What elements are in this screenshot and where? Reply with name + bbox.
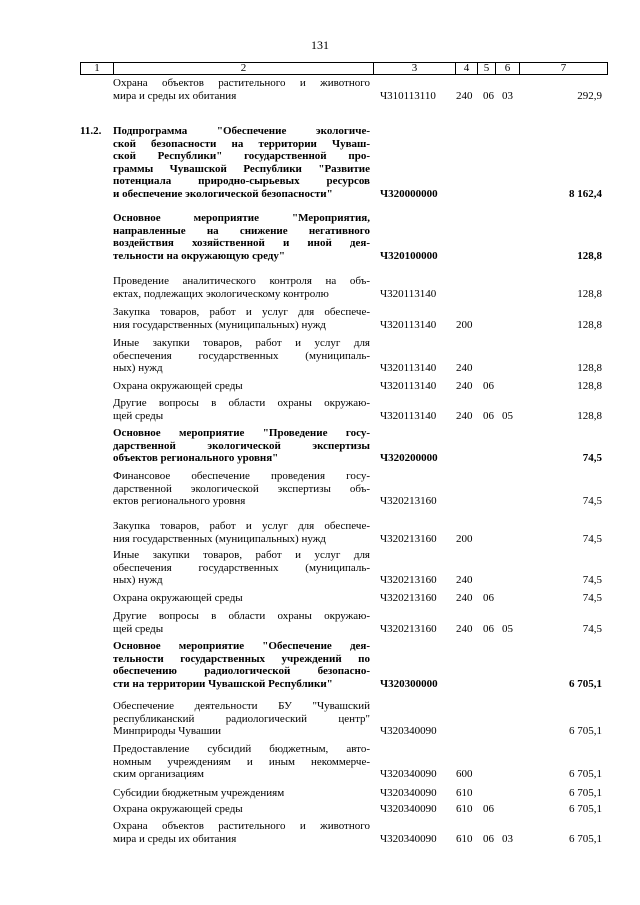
row-description <box>113 640 370 690</box>
row-description <box>113 470 370 508</box>
description-line: Охрана окружающей среды <box>113 380 243 392</box>
description-line: ектов регионального уровня <box>113 495 246 507</box>
description-line: мира и среды их обитания <box>113 832 237 845</box>
row-description <box>113 549 370 587</box>
row-description <box>113 275 370 300</box>
description-line: обеспечению радиологической безопасно- <box>113 665 370 677</box>
row-amount: 6 705,1 <box>569 677 602 690</box>
description-line: граммы Чувашской Республики "Развитие <box>113 162 370 175</box>
row-section: 06 <box>483 409 494 422</box>
row-subsection: 05 <box>502 622 513 635</box>
description-line: направленные на снижение негативного <box>113 224 370 237</box>
row-code: Ч320340090 <box>380 768 437 780</box>
description-line: тельности на окружающую среду" <box>113 249 285 262</box>
row-code: Ч320113140 <box>380 409 437 422</box>
description-line: дарственной экологической экспертизы <box>113 439 370 452</box>
row-expense-type: 610 <box>456 832 473 845</box>
row-code: Ч320340090 <box>380 803 437 815</box>
row-description <box>113 427 370 465</box>
description-line: Иные закупки товаров, работ и услуг для <box>113 549 370 561</box>
table-header <box>80 62 608 75</box>
row-description <box>113 337 370 375</box>
row-section: 06 <box>483 622 494 635</box>
row-subsection: 05 <box>502 409 513 422</box>
row-amount: 6 705,1 <box>569 768 602 780</box>
row-description <box>113 212 370 262</box>
row-expense-type: 240 <box>456 362 473 374</box>
row-section: 06 <box>483 592 494 604</box>
row-section: 06 <box>483 89 494 102</box>
description-line: Другие вопросы в области охраны окружаю- <box>113 397 370 409</box>
row-description <box>113 592 370 605</box>
row-code: Ч320213160 <box>380 622 437 635</box>
description-line: Основное мероприятие "Обеспечение дея- <box>113 640 370 652</box>
row-expense-type: 610 <box>456 787 473 799</box>
header-col-3: 3 <box>374 63 456 74</box>
row-amount: 74,5 <box>582 592 602 604</box>
description-line: Обеспечение деятельности БУ "Чувашский <box>113 700 370 712</box>
header-col-6: 6 <box>496 63 520 74</box>
row-code: Ч320213160 <box>380 574 437 586</box>
description-line: Минприроды Чувашии <box>113 725 222 737</box>
page-number: 131 <box>311 38 329 52</box>
row-expense-type: 240 <box>456 622 473 635</box>
row-amount: 128,8 <box>577 249 602 262</box>
description-line: Охрана объектов растительного и животного <box>113 820 370 832</box>
row-amount: 128,8 <box>577 380 602 392</box>
header-col-4: 4 <box>456 63 478 74</box>
row-amount: 74,5 <box>582 495 602 507</box>
description-line: обеспечения государственных (муниципаль- <box>113 561 370 574</box>
row-expense-type: 600 <box>456 768 473 780</box>
description-line: потенциала природно-сырьевых ресурсов <box>113 175 370 187</box>
description-line: обеспечения государственных (муниципаль- <box>113 349 370 362</box>
row-subsection: 03 <box>502 832 513 845</box>
row-code: Ч320113140 <box>380 287 437 300</box>
description-line: Финансовое обеспечение проведения госу- <box>113 470 370 482</box>
row-description <box>113 397 370 422</box>
row-code: Ч320340090 <box>380 725 437 737</box>
description-line: Субсидии бюджетным учреждениям <box>113 787 285 799</box>
row-amount: 74,5 <box>582 532 602 545</box>
row-code: Ч320200000 <box>380 452 438 464</box>
description-line: ектах, подлежащих экологическому контролю <box>113 287 329 300</box>
description-line: сти на территории Чувашской Республики" <box>113 677 333 690</box>
description-line: ния государственных (муниципальных) нужд <box>113 318 326 331</box>
description-line: объектов регионального уровня" <box>113 452 279 464</box>
row-description <box>113 520 370 545</box>
description-line: Охрана окружающей среды <box>113 592 243 604</box>
row-description <box>113 610 370 635</box>
description-line: Другие вопросы в области охраны окружаю- <box>113 610 370 622</box>
description-line: ных) нужд <box>113 574 163 586</box>
row-amount: 74,5 <box>582 452 602 464</box>
row-code: Ч320213160 <box>380 592 437 604</box>
row-description <box>113 77 370 102</box>
row-code: Ч320340090 <box>380 832 437 845</box>
description-line: мира и среды их обитания <box>113 89 237 102</box>
row-expense-type: 240 <box>456 380 473 392</box>
row-amount: 128,8 <box>577 318 602 331</box>
description-line: Подпрограмма "Обеспечение экологиче- <box>113 125 370 137</box>
row-amount: 6 705,1 <box>569 725 602 737</box>
row-description <box>113 125 370 200</box>
row-description <box>113 803 370 816</box>
row-amount: 6 705,1 <box>569 832 602 845</box>
description-line: и обеспечение экологической безопасности" <box>113 187 333 200</box>
description-line: Охрана объектов растительного и животного <box>113 77 370 89</box>
row-code: Ч310113110 <box>380 89 436 102</box>
description-line: Основное мероприятие "Мероприятия, <box>113 212 370 224</box>
description-line: Закупка товаров, работ и услуг для обеспече- <box>113 306 370 318</box>
row-amount: 292,9 <box>577 89 602 102</box>
row-code: Ч320000000 <box>380 187 438 200</box>
description-line: Проведение аналитического контроля на объ- <box>113 275 370 287</box>
description-line: республиканский радиологический центр" <box>113 712 370 725</box>
row-subsection: 03 <box>502 89 513 102</box>
row-expense-type: 200 <box>456 318 473 331</box>
description-line: щей среды <box>113 409 164 422</box>
row-code: Ч320340090 <box>380 787 437 799</box>
description-line: ской безопасности на территории Чуваш- <box>113 137 370 150</box>
description-line: воздействия хозяйственной и иной дея- <box>113 237 370 249</box>
row-description <box>113 700 370 738</box>
row-code: Ч320213160 <box>380 495 437 507</box>
row-code: Ч320300000 <box>380 677 438 690</box>
row-amount: 128,8 <box>577 362 602 374</box>
header-col-2: 2 <box>114 63 374 74</box>
row-code: Ч320113140 <box>380 362 437 374</box>
description-line: номным учреждениям и иным некоммерче- <box>113 755 370 768</box>
row-number: 11.2. <box>80 125 102 137</box>
row-description <box>113 743 370 781</box>
row-amount: 6 705,1 <box>569 803 602 815</box>
row-amount: 74,5 <box>582 622 602 635</box>
description-line: Охрана окружающей среды <box>113 803 243 815</box>
description-line: Закупка товаров, работ и услуг для обеспече- <box>113 520 370 532</box>
row-code: Ч320113140 <box>380 380 437 392</box>
description-line: ским организациям <box>113 768 205 780</box>
row-amount: 6 705,1 <box>569 787 602 799</box>
row-description <box>113 306 370 331</box>
description-line: Основное мероприятие "Проведение госу- <box>113 427 370 439</box>
description-line: Иные закупки товаров, работ и услуг для <box>113 337 370 349</box>
header-col-5: 5 <box>478 63 496 74</box>
description-line: дарственной экологической экспертизы объ- <box>113 482 370 495</box>
row-expense-type: 240 <box>456 592 473 604</box>
row-code: Ч320100000 <box>380 249 438 262</box>
row-expense-type: 610 <box>456 803 473 815</box>
row-code: Ч320113140 <box>380 318 437 331</box>
row-code: Ч320213160 <box>380 532 437 545</box>
row-amount: 128,8 <box>577 287 602 300</box>
row-expense-type: 240 <box>456 409 473 422</box>
header-col-1: 1 <box>81 63 114 74</box>
row-description <box>113 380 370 393</box>
description-line: Предоставление субсидий бюджетным, авто- <box>113 743 370 755</box>
description-line: ской Республики" государственной про- <box>113 150 370 162</box>
row-expense-type: 240 <box>456 574 473 586</box>
row-amount: 128,8 <box>577 409 602 422</box>
row-expense-type: 240 <box>456 89 473 102</box>
description-line: тельности государственных учреждений по <box>113 652 370 665</box>
description-line: ния государственных (муниципальных) нужд <box>113 532 326 545</box>
row-amount: 74,5 <box>582 574 602 586</box>
row-section: 06 <box>483 832 494 845</box>
row-expense-type: 200 <box>456 532 473 545</box>
description-line: ных) нужд <box>113 362 163 374</box>
row-section: 06 <box>483 380 494 392</box>
row-section: 06 <box>483 803 494 815</box>
row-description <box>113 787 370 800</box>
row-amount: 8 162,4 <box>569 187 602 200</box>
description-line: щей среды <box>113 622 164 635</box>
row-description <box>113 820 370 845</box>
header-col-7: 7 <box>560 62 567 74</box>
